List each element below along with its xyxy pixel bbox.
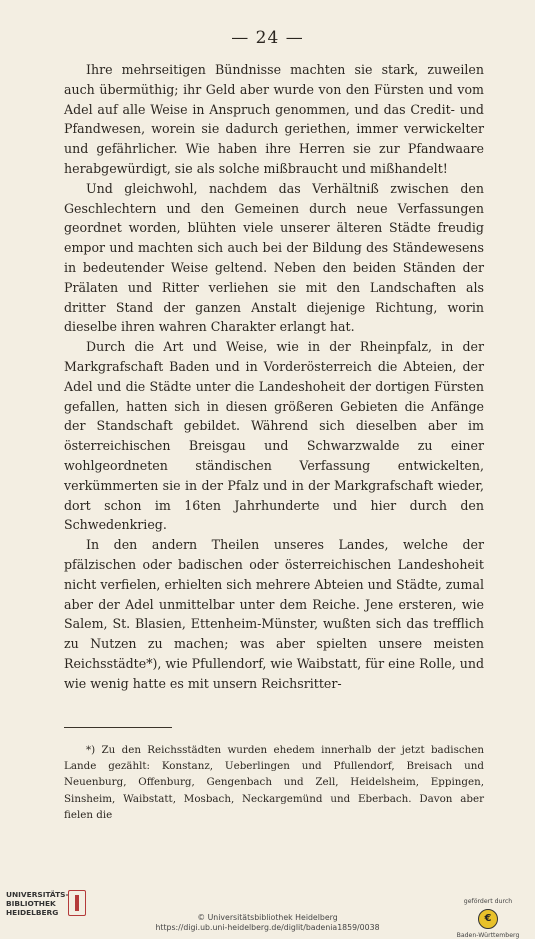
paragraph-1: Ihre mehrseitigen Bündnisse machten sie stark, zuweilen auch übermüthig; ihr Geld aber wurde von den Fürsten und vom Adel auf alle Weise in Anspruch genommen, und das Credit- und Pfandwesen, worein sie dadurch geriethen, immer verwickelter und gefährlicher. Wie haben ihre Herren sie zur Pfandwaare herabgewürdigt, sie als solche mißbraucht und mißhandelt! <box>64 62 484 176</box>
paragraph-2: Und gleichwohl, nachdem das Verhältniß zwischen den Geschlechtern und den Gemeinen durch neue Verfassungen geordnet worden, blühten viele unserer älteren Städte freudig empor und machten sich auch bei der Bildung des Ständewesens in bedeutender Weise geltend. Neben den beiden Ständen der Prälaten und Ritter verliehen sie mit den Landschaften als dritter Stand der ganzen Anstalt diejenige Richtung, worin dieselbe ihren wahren Charakter erlangt hat. <box>64 180 484 335</box>
funded-by-label: gefördert durch <box>463 898 513 905</box>
paragraph-4: In den andern Theilen unseres Landes, welche der pfälzischen oder badischen oder österreichischen Landeshoheit nicht verfielen, erhielten sich mehrere Abteien und Städte, zumal aber der Adel unmittelbar unter dem Reiche. Jene ersteren, wie Salem, St. Blasien, Ettenheim-Münster, wußten sich das trefflich zu Nutzen zu machen; was aber spielten unsere meisten Reichsstädte*), wie Pfullendorf, wie Waibstatt, für eine Rolle, und wie wenig hatte es mit unsern Reichsritter- <box>64 537 485 691</box>
body-text <box>64 60 484 694</box>
page-footer <box>0 868 535 939</box>
state-emblem-icon: € <box>478 909 498 929</box>
paragraph-3: Durch die Art und Weise, wie in der Rheinpfalz, in der Markgrafschaft Baden und in Vorderösterreich die Abteien, der Adel und die Städte unter die Landeshoheit der dortigen Fürsten gefallen, hatten sich in diesen größeren Gebieten die Anfänge der Standschaft gebildet. Während sich dieselben aber im österreichischen Breisgau und Schwarzwalde zu einer wohlgeordneten ständischen Verfassung entwickelten, verkümmerten sie in der Pfalz und in der Markgrafschaft wieder, dort schon im 16ten Jahrhunderte und hier durch den Schwedenkrieg. <box>64 339 484 533</box>
funder-name: Baden-Württemberg <box>456 932 520 939</box>
source-url-link[interactable]: https://digi.ub.uni-heidelberg.de/diglit/badenia1859/0038 <box>155 923 380 932</box>
footnote: *) Zu den Reichsstädten wurden ehedem innerhalb der jetzt badischen Lande gezählt: Konstanz, Ueberlingen und Pfullendorf, Breisach und Neuenburg, Offenburg, Gengenbach und Zell, Heidelsheim, Eppingen, Sinsheim, Waibstatt, Mosbach, Neckargemünd und Eberbach. Davon aber fielen die <box>64 744 484 821</box>
copyright-text: © Universitätsbibliothek Heidelberg <box>197 913 338 922</box>
page-number: — 24 — <box>231 28 304 48</box>
footnote-divider <box>64 727 172 728</box>
library-logo-text: UNIVERSITÄTS- BIBLIOTHEK HEIDELBERG <box>6 890 69 917</box>
